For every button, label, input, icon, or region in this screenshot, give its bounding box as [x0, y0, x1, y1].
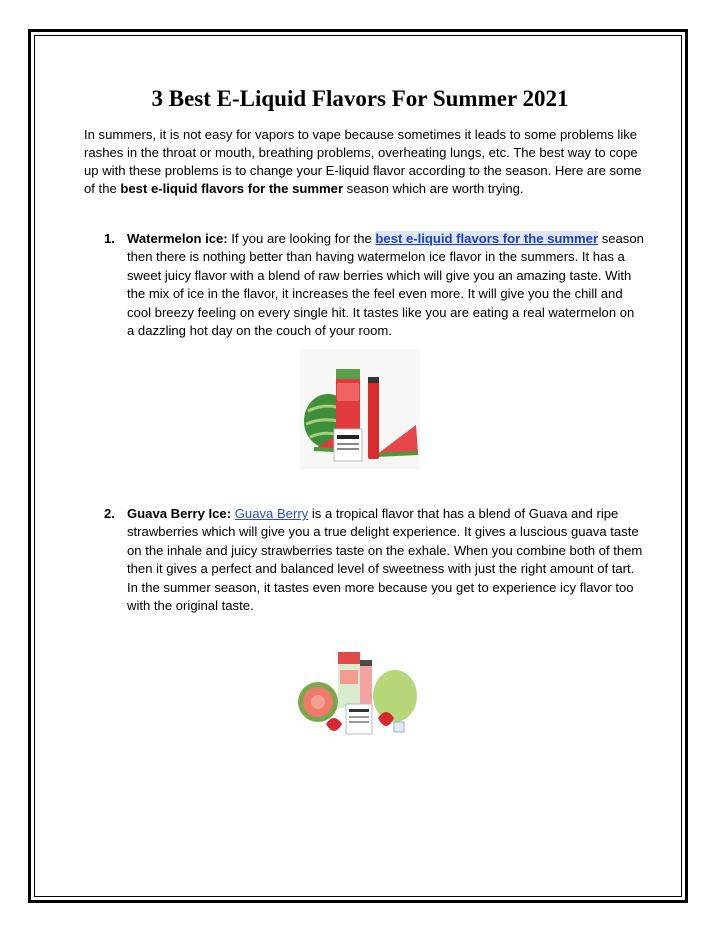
item-heading: Guava Berry Ice: [127, 506, 232, 521]
list-item-guava-berry-ice [104, 505, 644, 615]
intro-text-2: season which are worth trying. [343, 181, 524, 196]
item-heading: Watermelon ice: [127, 231, 228, 246]
intro-bold: best e-liquid flavors for the summer [120, 181, 344, 196]
watermelon-ice-product-image [300, 349, 420, 469]
best-eliquid-flavors-link[interactable]: best e-liquid flavors for the summer [375, 231, 599, 246]
list-item-watermelon-ice [104, 230, 644, 340]
item-text-2: season then there is nothing better than having watermelon ice flavor in the summers. It has a sweet juicy flavor with a blend of raw berries which will give you an amazing taste. With the mix of ice in the flavor, it increases the feel even more. It will give you the chill and cool breezy feeling on every single hit. It tastes like you are eating a real watermelon on a dazzling hot day on the couch of your room. [127, 231, 644, 339]
guava-berry-ice-product-image [298, 646, 418, 742]
intro-text-1: In summers, it is not easy for vapors to vape because sometimes it leads to some problems like rashes in the throat or mouth, breathing problems, overheating lungs, etc. The best way to cope up with these problems is to change your E-liquid flavor according to the season. Here are some of the [84, 127, 642, 196]
list-number: 1. [104, 231, 115, 246]
item-text-2: is a tropical flavor that has a blend of Guava and ripe strawberries which will give you a true delight experience. It gives a luscious guava taste on the inhale and juicy strawberries taste on the exhale. When you combine both of them then it gives a perfect and balanced level of sweetness with just the right amount of tart. In the summer season, it tastes even more because you get to experience icy flavor too with the original taste. [127, 506, 643, 614]
intro-paragraph [84, 126, 644, 198]
item-text-1: If you are looking for the [227, 231, 376, 246]
list-number: 2. [104, 506, 115, 521]
page-title: 3 Best E-Liquid Flavors For Summer 2021 [151, 86, 569, 111]
guava-berry-link[interactable]: Guava Berry [234, 506, 309, 521]
